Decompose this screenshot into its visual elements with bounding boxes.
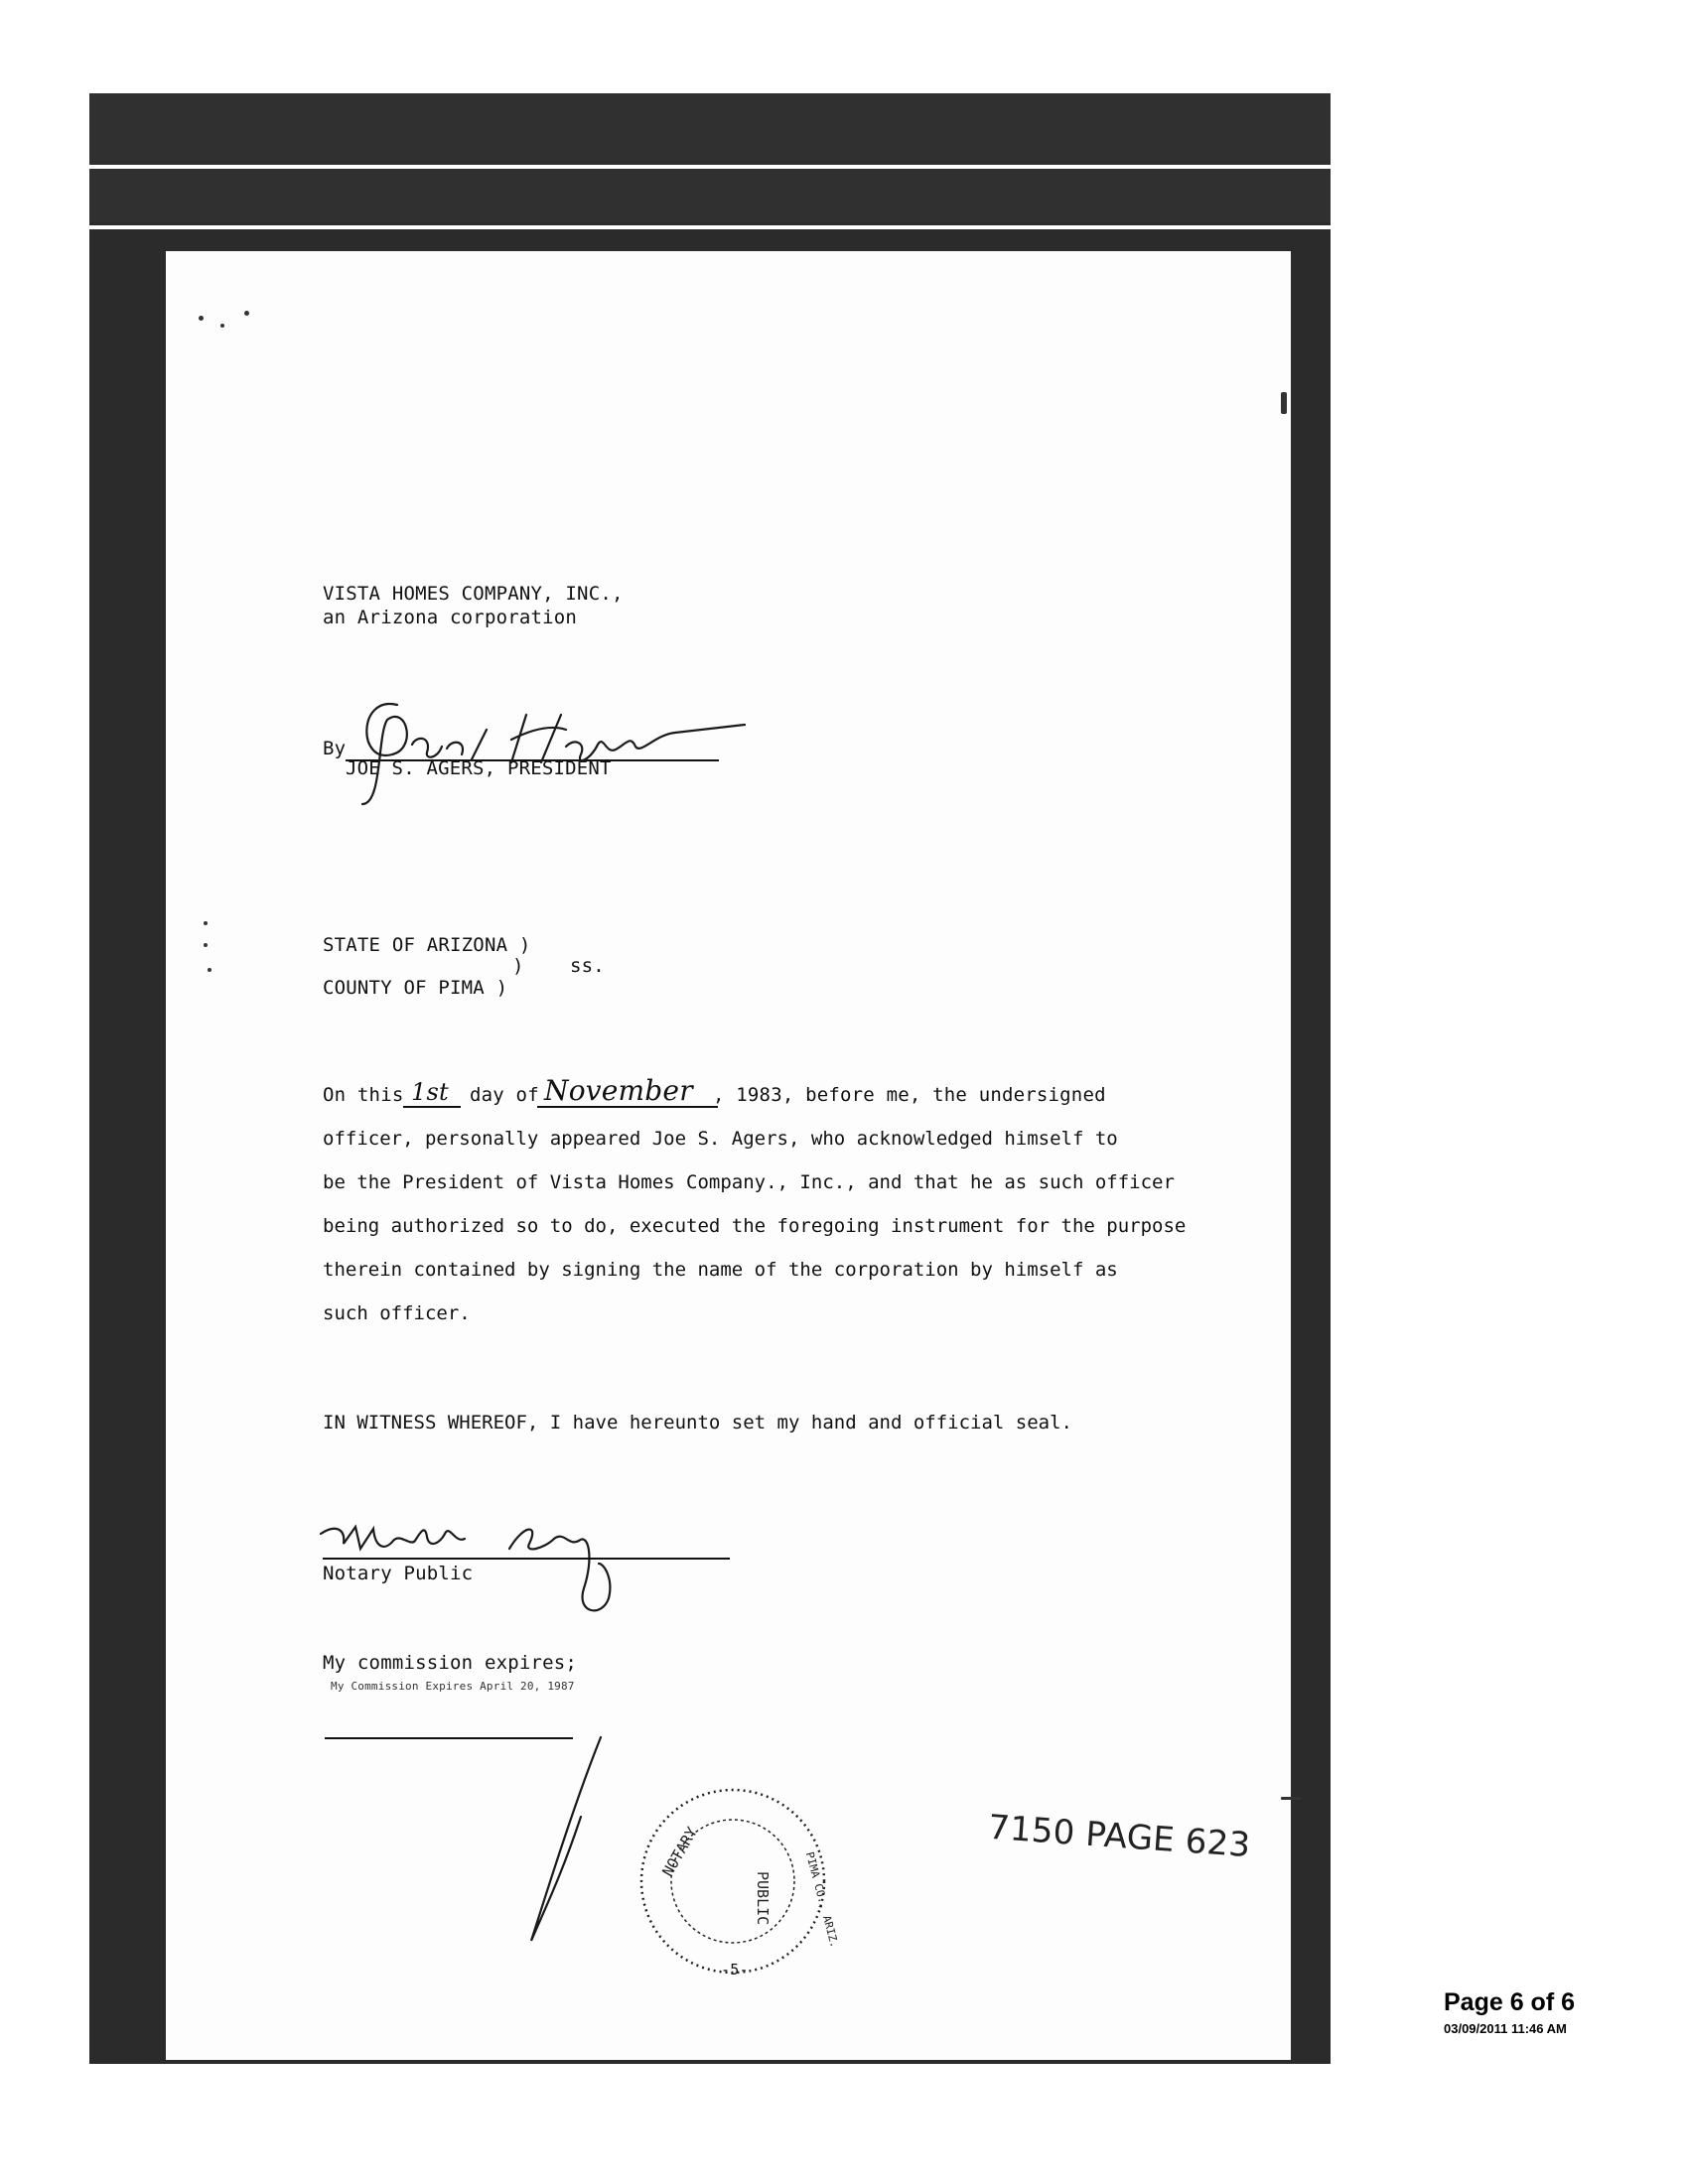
ack-line: such officer.	[323, 1302, 471, 1324]
venue-county: COUNTY OF PIMA )	[323, 977, 508, 999]
footer-page-label: Page 6 of 6	[1444, 1988, 1575, 2016]
seal-middle-text: PUBLIC	[754, 1871, 772, 1926]
notary-seal	[629, 1777, 842, 1985]
scan-speck	[220, 324, 224, 328]
scan-speck	[1281, 392, 1287, 414]
scan-speck	[1281, 1797, 1301, 1800]
day-handwritten: 1st	[411, 1078, 449, 1106]
venue-ss: ss.	[570, 955, 605, 977]
day-blank-line	[403, 1106, 461, 1108]
seal-bottom-text: PIMA CO., ARIZ.	[802, 1850, 842, 1950]
company-name: VISTA HOMES COMPANY, INC.,	[323, 583, 624, 605]
scan-line-bottom	[89, 225, 1331, 229]
ack-day-of: day of	[470, 1084, 539, 1106]
notary-signature-line	[323, 1558, 730, 1560]
docket-stamp: 7150 PAGE 623	[986, 1807, 1252, 1866]
pen-stroke-mark	[521, 1727, 621, 1956]
page-marker: -5-	[721, 1961, 749, 1979]
president-signature	[338, 675, 755, 824]
venue-paren: )	[512, 955, 524, 977]
scan-header-band	[89, 93, 1331, 222]
scan-speck	[208, 968, 211, 972]
notary-public-label: Notary Public	[323, 1563, 474, 1584]
ack-line: officer, personally appeared Joe S. Agers, who acknowledged himself to	[323, 1128, 1118, 1150]
seal-top-text: NOTARY	[658, 1824, 702, 1880]
venue-state: STATE OF ARIZONA )	[323, 934, 531, 956]
witness-clause: IN WITNESS WHEREOF, I have hereunto set my hand and official seal.	[323, 1412, 1072, 1433]
ack-year-rest: , 1983, before me, the undersigned	[713, 1084, 1106, 1106]
scan-line-top	[89, 165, 1331, 169]
commission-stamp: My Commission Expires April 20, 1987	[331, 1680, 575, 1693]
scan-speck	[204, 921, 208, 925]
scan-speck	[244, 311, 249, 316]
ack-line: therein contained by signing the name of the corporation by himself as	[323, 1259, 1118, 1281]
scan-speck	[204, 943, 208, 947]
company-description: an Arizona corporation	[323, 607, 578, 628]
scan-speck	[199, 316, 204, 321]
signer-name-title: JOE S. AGERS, PRESIDENT	[346, 757, 612, 779]
ack-line: be the President of Vista Homes Company., Inc., and that he as such officer	[323, 1171, 1175, 1193]
commission-label: My commission expires;	[323, 1652, 578, 1674]
ack-on-this: On this	[323, 1084, 404, 1106]
month-handwritten: November	[544, 1074, 693, 1107]
footer-timestamp: 03/09/2011 11:46 AM	[1444, 2021, 1567, 2036]
ack-line: being authorized so to do, executed the foregoing instrument for the purpose	[323, 1215, 1187, 1237]
by-label: By	[323, 738, 347, 759]
